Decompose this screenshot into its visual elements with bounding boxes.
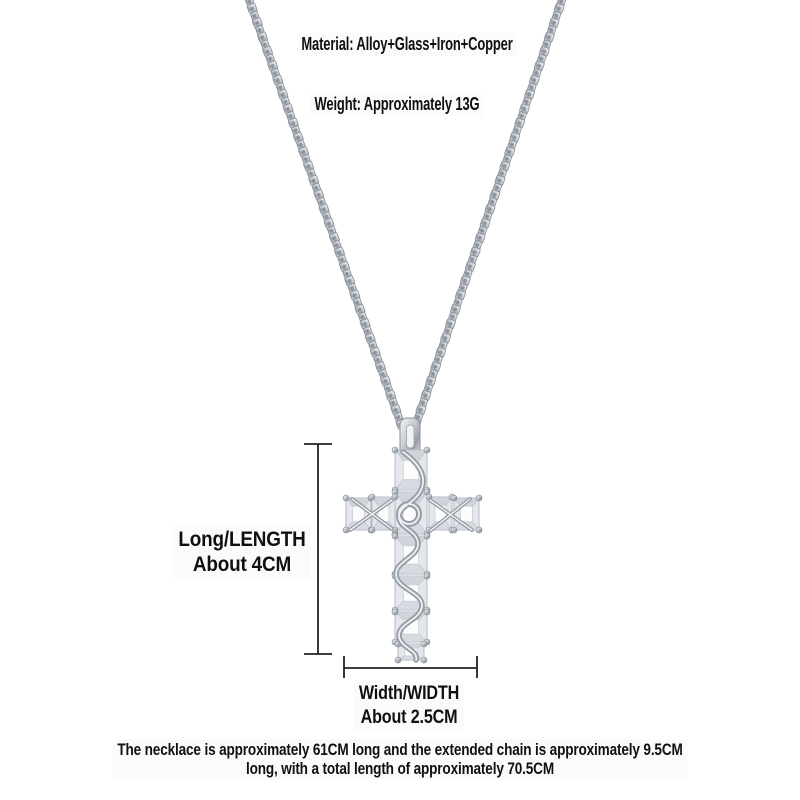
size-note-line1: The necklace is approximately 61CM long and the extended chain is approximately 9.5CM — [117, 740, 683, 759]
size-note-line2: long, with a total length of approximately 70.5CM — [245, 759, 555, 778]
width-label-line2: About 2.5CM — [360, 707, 458, 728]
chain-right-strand — [411, 0, 570, 429]
size-note — [113, 739, 688, 779]
length-label — [173, 526, 311, 578]
material-label: Material: Alloy+Glass+Iron+Copper — [297, 33, 517, 56]
weight-label: Weight: Approximately 13G — [310, 93, 484, 116]
length-label-line1: Long/LENGTH — [178, 528, 306, 551]
width-label — [354, 681, 464, 731]
cross-pendant — [343, 418, 482, 663]
width-label-line1: Width/WIDTH — [358, 683, 460, 704]
length-label-line2: About 4CM — [192, 553, 292, 576]
chain-left-strand — [242, 0, 407, 429]
